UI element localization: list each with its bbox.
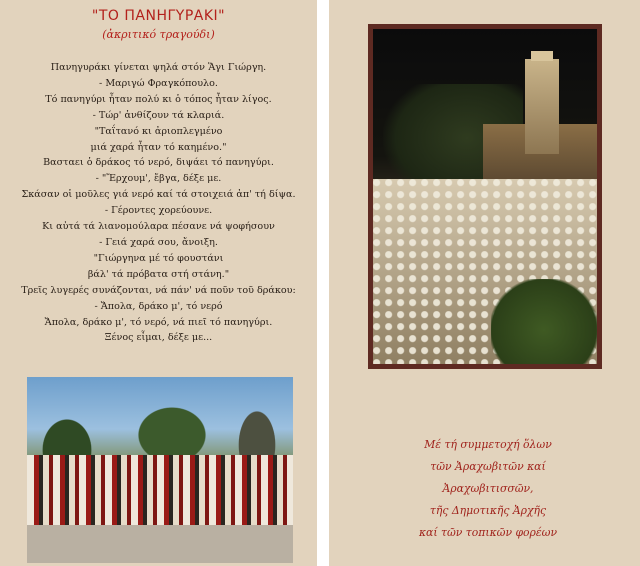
poem-line: - Ἄπολα, δράκο μ', τό νερό xyxy=(94,300,223,312)
participation-credits xyxy=(340,434,636,544)
photo-clock-tower xyxy=(525,59,559,154)
poem-line: Κι αὐτά τά λιανομούλαρα πέσανε νά ψοφήσουν xyxy=(42,221,275,233)
poem-line: "Γιώργηνα μέ τό φουστάνι xyxy=(93,252,224,264)
poem-line: Τρεῖς λυγερές συνάζονται, νά πάν' νά ποῦν τοῦ δράκου: xyxy=(21,284,296,296)
poem-line: Τό πανηγύρι ἦταν πολύ κι ὁ τόπος ἦταν λίγος. xyxy=(45,93,272,105)
poem-line: "Ταΐτανό κι ἀριοπλεγμένο xyxy=(94,125,223,137)
poem-subtitle: (ἀκριτικό τραγούδι) xyxy=(102,28,215,41)
poem-line: Βασταει ὁ δράκος τό νερό, διψάει τό πανηγύρι. xyxy=(43,157,274,169)
credit-line: Μέ τή συμμετοχή ὅλων xyxy=(424,438,552,451)
poem-line: - "Ἔρχουμ', ἔβγα, δέξε με. xyxy=(95,173,222,185)
poem-text xyxy=(4,60,313,346)
credit-line: Ἀραχωβιτισσῶν, xyxy=(442,482,534,495)
credit-line: τῆς Δημοτικῆς Ἀρχῆς xyxy=(429,504,547,517)
poem-line: - Μαριγώ Φραγκόπουλο. xyxy=(99,77,218,89)
poem-line: Ἄπολα, δράκο μ', τό νερό, νά πιεῖ τό πανηγύρι. xyxy=(44,316,273,328)
poem-line: - Γειά χαρά σου, ἄνοιξη. xyxy=(99,236,218,248)
folk-dancers-photo xyxy=(27,377,293,563)
night-festival-photo xyxy=(368,24,602,369)
photo-tower-top xyxy=(531,51,553,61)
credit-line: καί τῶν τοπικῶν φορέων xyxy=(418,526,558,539)
photo-bush xyxy=(491,279,597,364)
poem-line: Ξένος εἶμαι, δέξε με... xyxy=(104,332,213,344)
poem-line: βάλ' τά πρόβατα στή στάνη." xyxy=(87,268,230,280)
photo-costumed-group xyxy=(27,455,293,525)
poem-line: μιά χαρά ἦταν τό καημένο." xyxy=(90,141,227,153)
poem-line: Σκάσαν οἱ μοῦλες γιά νερό καί τά στοιχειά ἀπ' τή δίψα. xyxy=(21,189,296,201)
poem-line: - Τώρ' ἀνθίζουν τά κλαριά. xyxy=(92,109,225,121)
photo-ground xyxy=(27,525,293,563)
poem-title: "ΤΟ ΠΑΝΗΓΥΡΑΚΙ" xyxy=(91,8,226,24)
poem-line: - Γέροντες χορεύουνε. xyxy=(104,205,213,217)
night-festival-scene xyxy=(373,29,597,364)
credit-line: τῶν Ἀραχωβιτῶν καί xyxy=(430,460,546,473)
poem-line: Πανηγυράκι γίνεται ψηλά στόν Ἅγι Γιώργη. xyxy=(50,62,267,73)
